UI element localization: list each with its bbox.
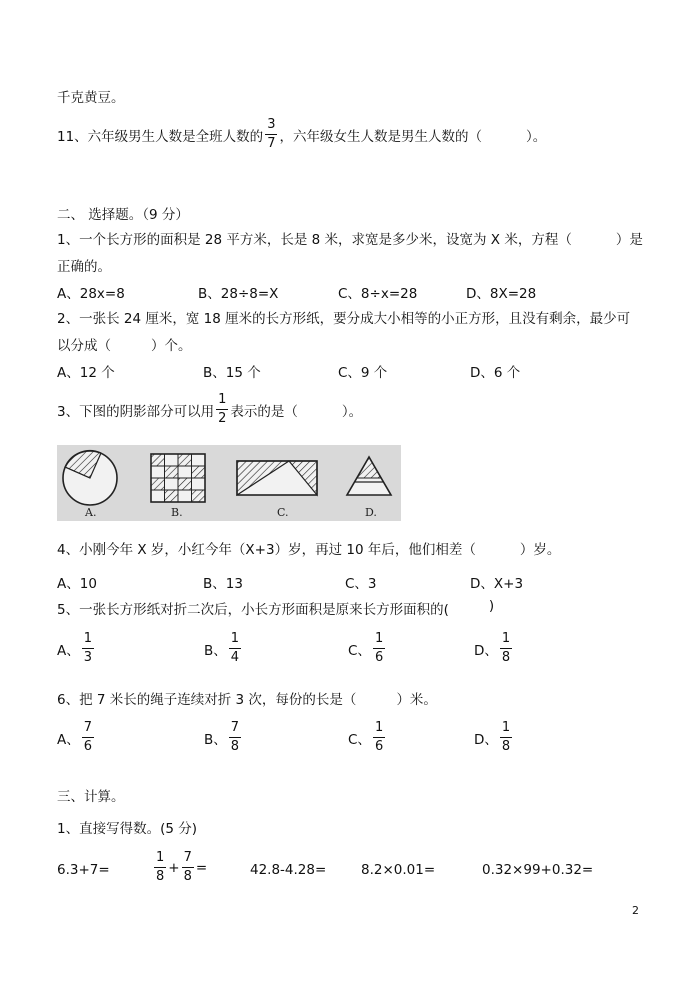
option-prefix: C、 (348, 731, 371, 748)
question-text: ）是 (615, 232, 643, 248)
fraction: $\frac{1}{8}$ (156, 850, 165, 884)
subsection-title: 1、直接写得数。(5 分) (57, 821, 198, 837)
option-a[interactable]: A、28x=8 (57, 286, 125, 302)
question-text: ）个。 (151, 338, 192, 354)
fraction: $\frac{3}{7}$ (267, 117, 276, 151)
question-text: 6、把 7 米长的绳子连续对折 3 次，每份的长是（ (57, 692, 357, 708)
option-d[interactable] (474, 632, 514, 665)
fraction: $\frac{1}{3}$ (83, 631, 93, 665)
question-text: ) (488, 598, 495, 614)
question-2-line2 (57, 334, 192, 354)
question-1-line1 (57, 228, 643, 248)
fraction: $\frac{1}{6}$ (374, 631, 384, 665)
fraction: $\frac{1}{8}$ (501, 631, 511, 665)
question-text: ）。 (525, 128, 547, 145)
question-4 (57, 538, 560, 558)
figure-label-c: C. (277, 506, 289, 519)
figure-drawing (57, 445, 401, 521)
plus-sign: + (168, 859, 180, 876)
figure-d-triangle[interactable] (347, 457, 391, 495)
question-11 (57, 118, 546, 151)
question-2-line1: 2、一张长 24 厘米，宽 18 厘米的长方形纸，要分成大小相等的小正方形，且没有剩余，最少可 (57, 311, 631, 327)
figure-label-a: A. (85, 506, 97, 519)
option-b[interactable]: B、13 (203, 576, 243, 592)
calc-expression-1: 6.3+7= (57, 862, 110, 878)
question-6 (57, 688, 437, 708)
fraction: $\frac{7}{8}$ (183, 850, 192, 884)
question-1-line2: 正确的。 (57, 259, 111, 275)
answer-blank[interactable] (572, 228, 616, 248)
question-text: 5、一张长方形纸对折二次后，小长方形面积是原来长方形面积的( (57, 602, 449, 618)
page-number: 2 (632, 904, 639, 917)
question-text: 11、六年级男生人数是全班人数的 (57, 128, 264, 145)
figure-label-b: B. (171, 506, 183, 519)
option-b[interactable] (204, 721, 243, 754)
option-a[interactable] (57, 721, 96, 754)
question-text: ，六年级女生人数是男生人数的（ (279, 128, 482, 145)
option-prefix: D、 (474, 642, 498, 659)
section-title: 三、计算。 (57, 789, 125, 805)
figure-a-circle[interactable] (63, 451, 117, 505)
equals-sign: = (195, 859, 208, 876)
question-text: ）岁。 (519, 542, 561, 558)
question-text: 1、一个长方形的面积是 28 平方米，长是 8 米，求宽是多少米，设宽为 X 米，方程（ (57, 232, 572, 248)
text-line: 千克黄豆。 (57, 90, 125, 106)
calc-expression-3: 42.8-4.28= (250, 862, 327, 878)
question-text: 3、下图的阴影部分可以用 (57, 403, 215, 420)
answer-blank[interactable] (476, 538, 520, 558)
figure-b-grid[interactable] (151, 454, 205, 502)
question-5 (57, 598, 494, 618)
option-prefix: B、 (204, 731, 227, 748)
option-c[interactable]: C、3 (345, 576, 377, 592)
fraction: $\frac{7}{8}$ (230, 720, 240, 754)
option-a[interactable] (57, 632, 96, 665)
shaded-shapes-figure (57, 445, 401, 521)
question-3 (57, 393, 362, 426)
option-prefix: A、 (57, 642, 80, 659)
section-title: 二、 选择题。（9 分） (57, 207, 189, 223)
option-prefix: D、 (474, 731, 498, 748)
option-d[interactable]: D、8X=28 (466, 286, 537, 302)
question-text: ）米。 (396, 692, 437, 708)
question-text: ）。 (341, 403, 363, 420)
fraction: $\frac{1}{8}$ (501, 720, 511, 754)
fraction: $\frac{1}{2}$ (218, 392, 227, 426)
figure-c-rectangle[interactable] (237, 461, 317, 495)
figure-label-d: D. (365, 506, 377, 519)
question-text: 表示的是（ (230, 403, 298, 420)
option-b[interactable]: B、28÷8=X (198, 286, 279, 302)
option-a[interactable]: A、10 (57, 576, 97, 592)
option-c[interactable] (348, 721, 387, 754)
option-d[interactable]: D、6 个 (470, 365, 521, 381)
fraction: $\frac{1}{4}$ (230, 631, 240, 665)
option-prefix: C、 (348, 642, 371, 659)
question-text: 以分成（ (57, 338, 111, 354)
calc-expression-2 (152, 851, 207, 884)
option-c[interactable]: C、8÷x=28 (338, 286, 418, 302)
option-prefix: B、 (204, 642, 227, 659)
calc-expression-5: 0.32×99+0.32= (482, 862, 594, 878)
option-b[interactable] (204, 632, 243, 665)
fraction: $\frac{7}{6}$ (83, 720, 93, 754)
answer-blank[interactable] (449, 598, 489, 618)
answer-blank[interactable] (356, 688, 396, 708)
option-d[interactable] (474, 721, 514, 754)
calc-expression-4: 8.2×0.01= (361, 862, 436, 878)
option-b[interactable]: B、15 个 (203, 365, 261, 381)
answer-blank[interactable] (111, 334, 151, 354)
option-d[interactable]: D、X+3 (470, 576, 524, 592)
question-text: 4、小刚今年 X 岁，小红今年（X+3）岁，再过 10 年后，他们相差（ (57, 542, 476, 558)
fraction: $\frac{1}{6}$ (374, 720, 384, 754)
option-a[interactable]: A、12 个 (57, 365, 115, 381)
option-prefix: A、 (57, 731, 80, 748)
option-c[interactable]: C、9 个 (338, 365, 388, 381)
option-c[interactable] (348, 632, 387, 665)
